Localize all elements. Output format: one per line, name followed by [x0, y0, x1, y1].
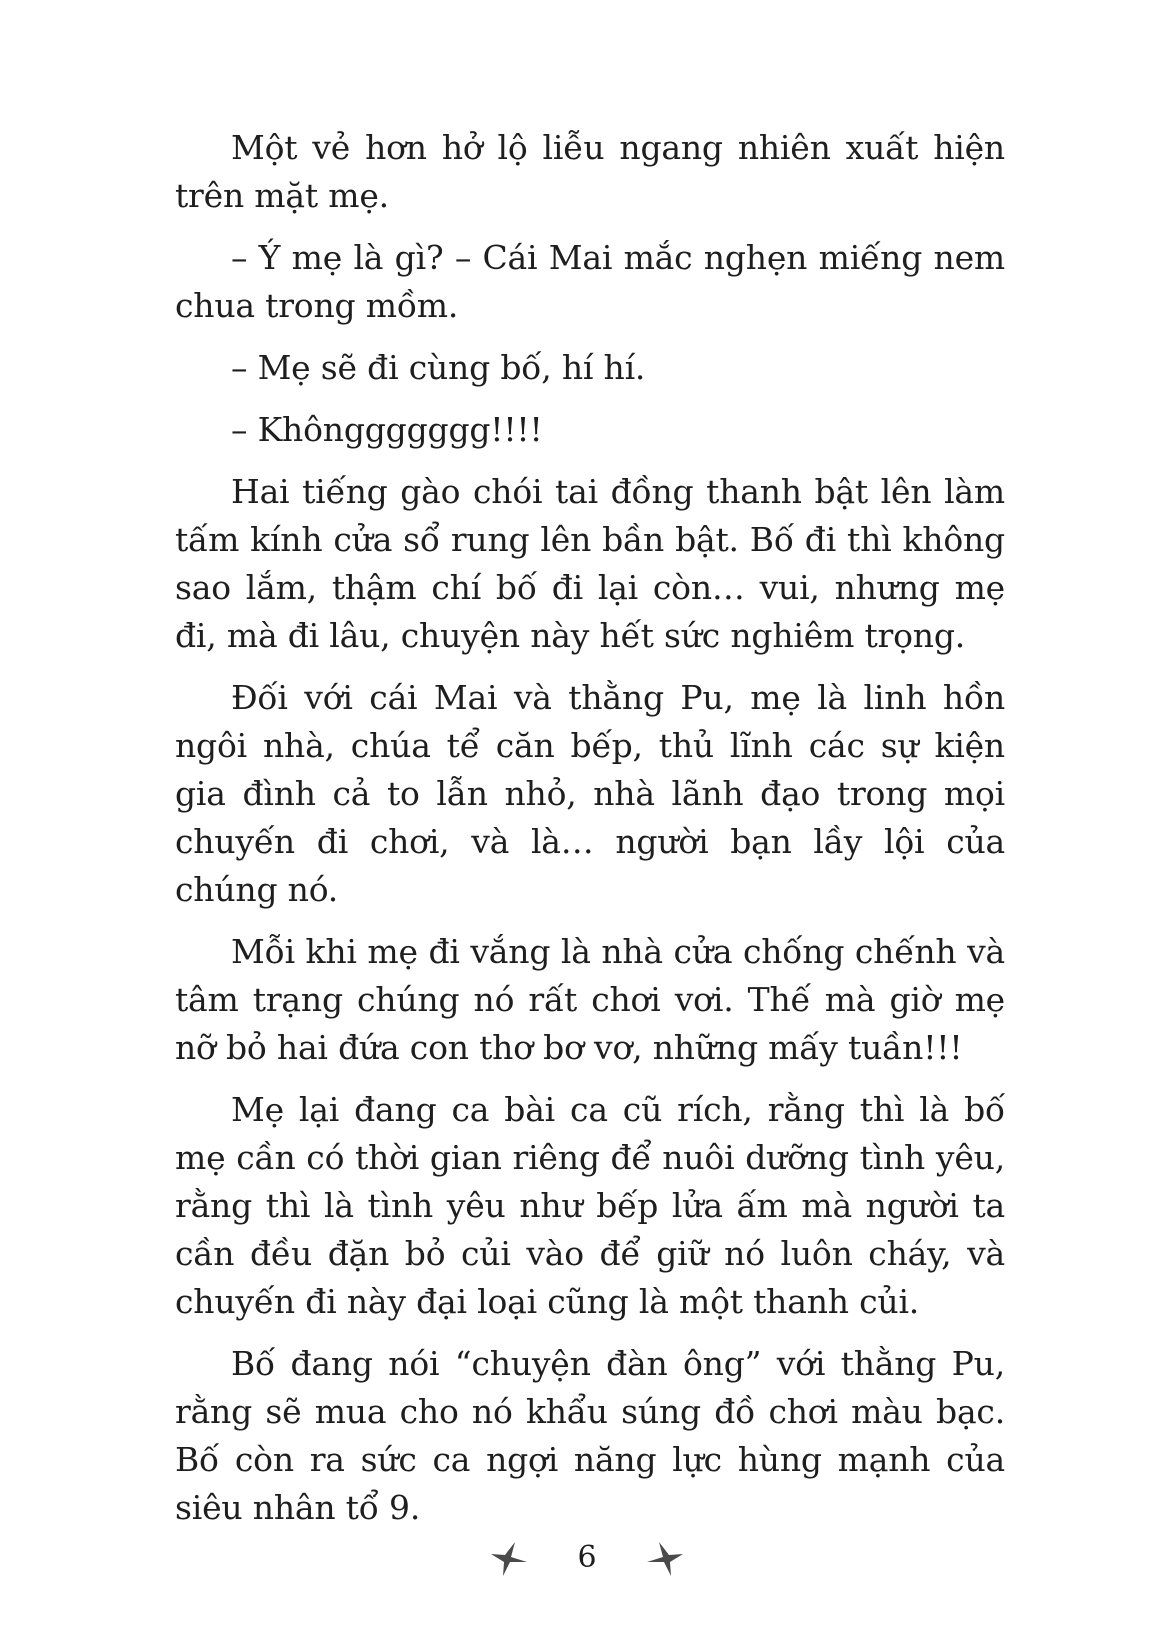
page-number: 6: [577, 1540, 597, 1575]
paragraph: Mẹ lại đang ca bài ca cũ rích, rằng thì là bố mẹ cần có thời gian riêng để nuôi dưỡng tình yêu, rằng thì là tình yêu như bếp lửa ấm mà người ta cần đều đặn bỏ củi vào để giữ nó luôn cháy, và chuyến đi này đại loại cũng là một thanh củi.: [175, 1090, 1005, 1321]
paragraph: Bố đang nói “chuyện đàn ông” với thằng Pu, rằng sẽ mua cho nó khẩu súng đồ chơi màu bạc. Bố còn ra sức ca ngợi năng lực hùng mạnh của siêu nhân tổ 9.: [175, 1344, 1005, 1527]
star-icon: [645, 1538, 685, 1578]
page-footer: [0, 1528, 1174, 1588]
paragraph: Mỗi khi mẹ đi vắng là nhà cửa chống chếnh và tâm trạng chúng nó rất chơi vơi. Thế mà giờ mẹ nỡ bỏ hai đứa con thơ bơ vơ, những mấy tuần!!!: [175, 932, 1005, 1067]
paragraph: Hai tiếng gào chói tai đồng thanh bật lên làm tấm kính cửa sổ rung lên bần bật. Bố đi thì không sao lắm, thậm chí bố đi lại còn… vui, nhưng mẹ đi, mà đi lâu, chuyện này hết sức nghiêm trọng.: [175, 472, 1005, 655]
page-body: [175, 124, 1005, 1546]
paragraph: Đối với cái Mai và thằng Pu, mẹ là linh hồn ngôi nhà, chúa tể căn bếp, thủ lĩnh các sự kiện gia đình cả to lẫn nhỏ, nhà lãnh đạo trong mọi chuyến đi chơi, và là… người bạn lầy lội của chúng nó.: [175, 678, 1005, 909]
paragraph: – Ý mẹ là gì? – Cái Mai mắc nghẹn miếng nem chua trong mồm.: [175, 238, 1005, 325]
paragraph: Một vẻ hơn hở lộ liễu ngang nhiên xuất hiện trên mặt mẹ.: [175, 128, 1005, 215]
paragraph: – Khônggggggg!!!!: [231, 410, 543, 449]
star-icon: [489, 1538, 529, 1578]
paragraph: – Mẹ sẽ đi cùng bố, hí hí.: [231, 348, 646, 387]
